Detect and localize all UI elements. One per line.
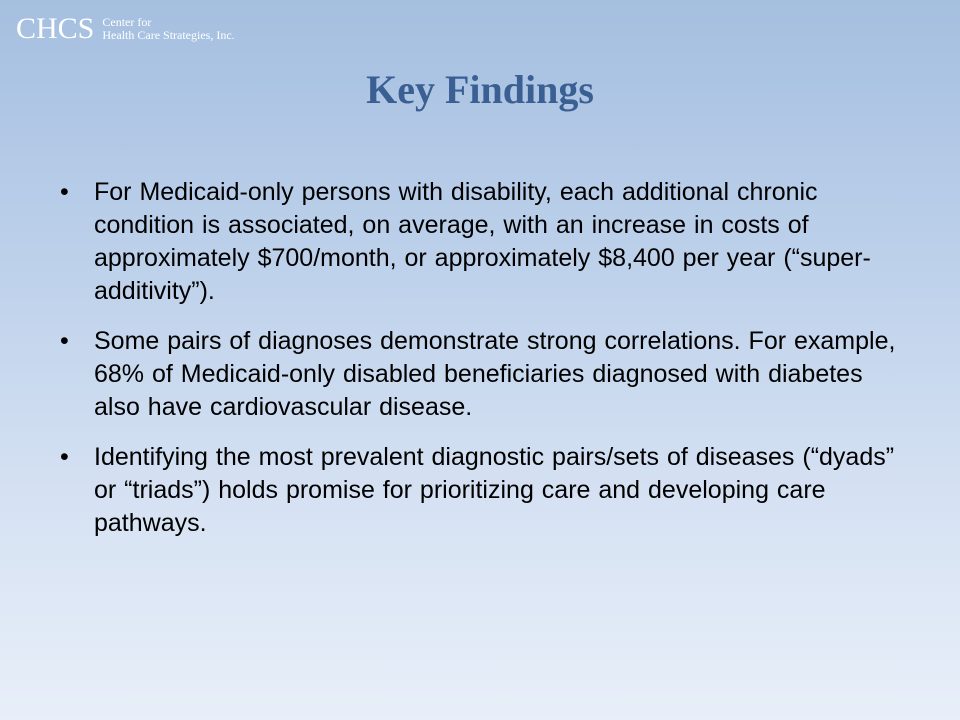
bullet-dot-icon: •: [60, 178, 69, 206]
logo-line-1: Center for: [102, 15, 152, 29]
bullet-text: Identifying the most prevalent diagnostic pairs/sets of diseases (“dyads” or “triads”) holds promise for prioritizing care and developing care pathways.: [94, 443, 895, 537]
bullet-text: Some pairs of diagnoses demonstrate strong correlations. For example, 68% of Medicaid-only disabled beneficiaries diagnosed with diabetes also have cardiovascular disease.: [94, 327, 896, 421]
logo-organization-name: [102, 16, 234, 42]
chcs-logo: [16, 14, 235, 44]
bullet-item: [60, 441, 910, 540]
bullet-text: For Medicaid-only persons with disability, each additional chronic condition is associated, on average, with an increase in costs of approximately $700/month, or approximately $8,400 per year (“super-additivity”).: [94, 178, 871, 305]
bullet-list: [60, 176, 910, 557]
bullet-dot-icon: •: [60, 327, 69, 355]
bullet-item: [60, 325, 910, 424]
logo-line-2: Health Care Strategies, Inc.: [102, 28, 235, 42]
logo-mark: CHCS: [16, 12, 95, 45]
bullet-item: [60, 176, 910, 308]
slide-title: Key Findings: [366, 67, 594, 112]
bullet-dot-icon: •: [60, 443, 69, 471]
